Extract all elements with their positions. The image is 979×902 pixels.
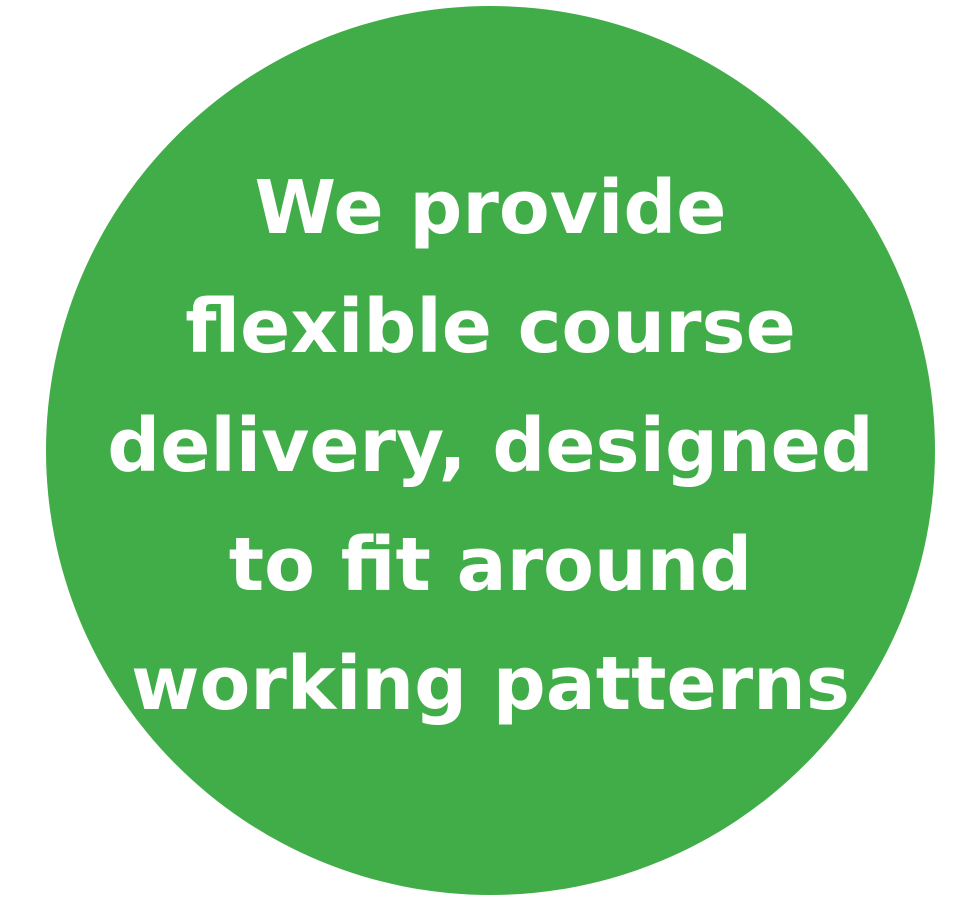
green-circle-badge [46, 6, 935, 895]
badge-line-1: We provide [254, 165, 727, 251]
badge-message [46, 149, 935, 744]
badge-line-3: delivery, designed [107, 403, 874, 489]
badge-line-4: to fit around [228, 522, 753, 608]
badge-line-2: flexible course [185, 284, 796, 370]
badge-line-5: working patterns [131, 641, 850, 727]
